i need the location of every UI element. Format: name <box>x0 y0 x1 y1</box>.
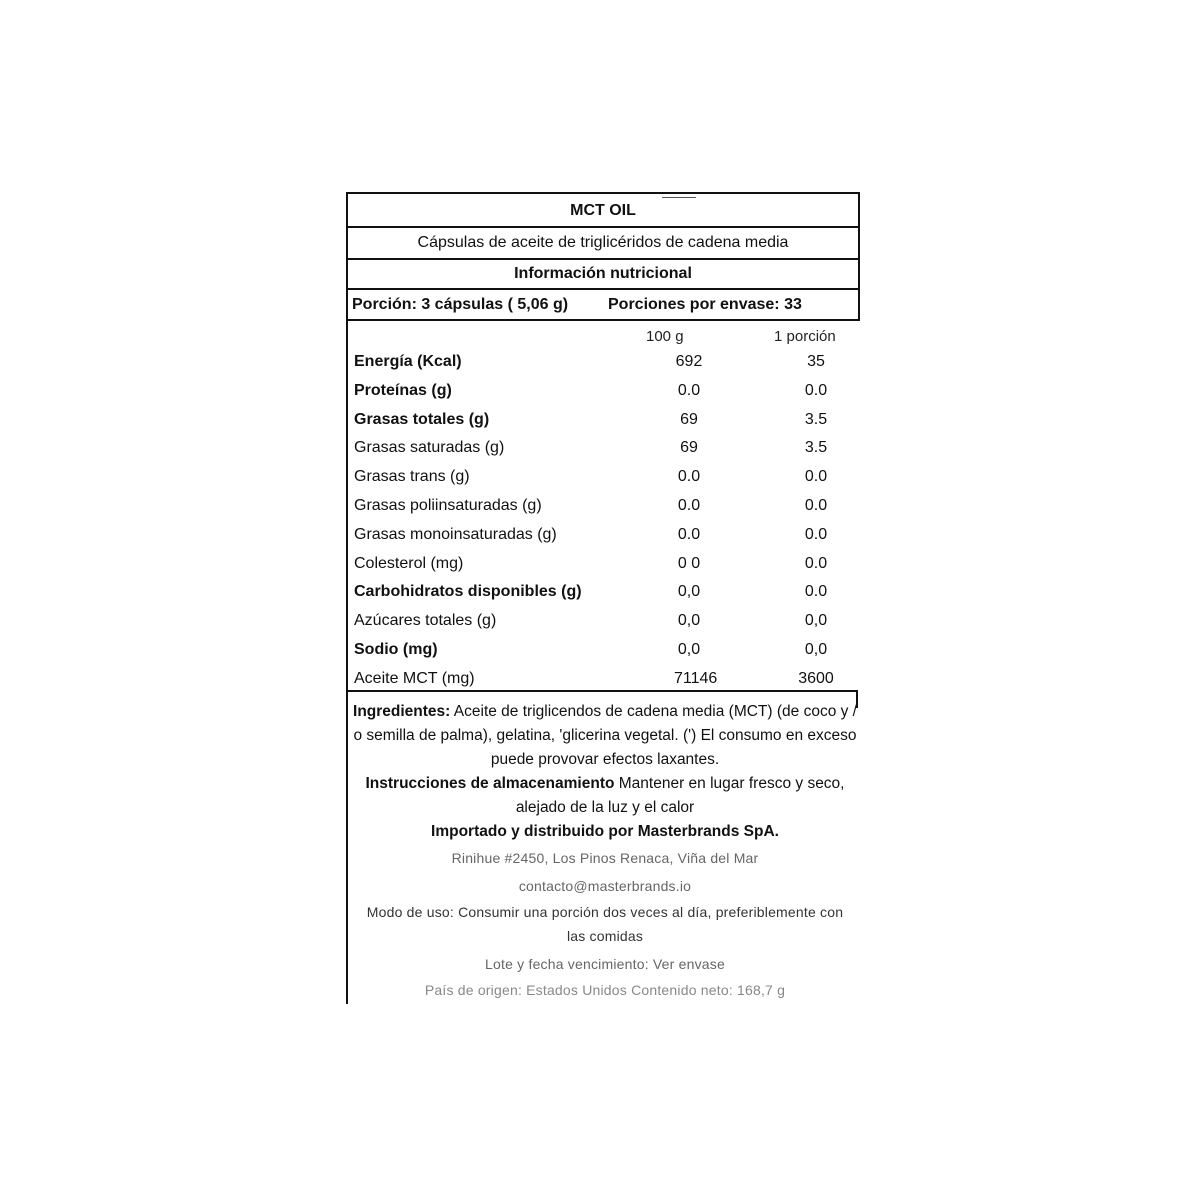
value-per-100g: 69 <box>680 410 698 428</box>
value-per-portion: 3.5 <box>804 410 828 428</box>
usage-instructions: Modo de uso: Consumir una porción dos veces al día, preferiblemente con las comidas <box>366 904 844 944</box>
column-100g: 100 g <box>646 328 684 345</box>
table-row <box>354 406 850 434</box>
ingredients <box>350 700 860 772</box>
ingredients-text: Aceite de triglicendos de cadena media (MCT) (de coco y / o semilla de palma), gelatina, 'glicerina vegetal. (') El consumo en exceso puede provovar efectos laxantes. <box>353 703 857 768</box>
value-per-100g: 0,0 <box>677 641 701 658</box>
nutrient-name: Grasas monoinsaturadas (g) <box>354 525 557 543</box>
table-row <box>354 463 850 491</box>
nutrient-name: Colesterol (mg) <box>354 554 464 572</box>
value-per-portion: 0.0 <box>804 468 828 486</box>
table-row <box>354 434 850 462</box>
nutrient-name: Carbohidratos disponibles (g) <box>354 583 582 601</box>
label-left-border <box>346 192 348 1004</box>
value-per-100g: 0,0 <box>677 612 701 630</box>
value-per-100g: 71146 <box>674 669 718 687</box>
top-border <box>346 192 860 194</box>
lot-expiry: Lote y fecha vencimiento: Ver envase <box>485 956 725 972</box>
value-per-portion: 0.0 <box>804 583 828 601</box>
value-per-100g: 0.0 <box>677 525 701 543</box>
nutrition-label <box>346 192 860 1004</box>
table-row <box>354 578 850 606</box>
product-title: MCT OIL <box>570 202 636 219</box>
value-per-100g: 692 <box>675 353 703 370</box>
table-row <box>354 636 850 664</box>
table-row <box>354 607 850 635</box>
origin-net-content: País de origen: Estados Unidos Contenido neto: 168,7 g <box>424 982 786 998</box>
product-subtitle: Cápsulas de aceite de triglicéridos de cadena media <box>417 234 789 251</box>
table-row <box>354 492 850 520</box>
storage-text: Mantener en lugar fresco y seco, alejado de la luz y el calor <box>515 775 845 816</box>
column-portion: 1 porción <box>774 328 836 345</box>
nutrient-name: Proteínas (g) <box>354 381 452 399</box>
value-per-portion: 0.0 <box>804 497 828 514</box>
value-per-100g: 0,0 <box>677 583 701 601</box>
value-per-portion: 0,0 <box>804 612 828 630</box>
value-per-portion: 0,0 <box>804 641 828 658</box>
table-row <box>354 550 850 578</box>
address: Rinihue #2450, Los Pinos Renaca, Viña del Mar <box>451 850 759 866</box>
table-row <box>354 521 850 549</box>
nutrient-name: Grasas totales (g) <box>354 410 490 428</box>
value-per-portion: 35 <box>807 353 825 370</box>
table-row <box>354 348 850 376</box>
email: contacto@masterbrands.io <box>518 878 692 894</box>
servings-per-pack: Porciones por envase: 33 <box>608 295 802 313</box>
value-per-100g: 0.0 <box>677 497 701 514</box>
nutrient-name: Grasas saturadas (g) <box>354 439 505 457</box>
ingredients-label: Ingredientes: <box>353 703 451 720</box>
serving-size: Porción: 3 cápsulas ( 5,06 g) <box>352 295 569 313</box>
nutrient-name: Energía (Kcal) <box>354 353 462 370</box>
value-per-100g: 0.0 <box>677 468 701 486</box>
value-per-portion: 3600 <box>798 669 834 687</box>
importer: Importado y distribuido por Masterbrands SpA. <box>431 823 779 840</box>
storage <box>350 772 860 820</box>
label-right-border <box>858 192 860 320</box>
nutrient-name: Azúcares totales (g) <box>354 612 497 630</box>
value-per-portion: 0.0 <box>804 525 828 543</box>
nutrient-name: Grasas poliinsaturadas (g) <box>354 497 542 514</box>
value-per-100g: 0.0 <box>677 381 701 399</box>
storage-label: Instrucciones de almacenamiento <box>365 775 615 792</box>
value-per-100g: 69 <box>680 439 698 457</box>
value-per-100g: 0 0 <box>677 554 701 572</box>
nutrient-name: Sodio (mg) <box>354 641 438 658</box>
nutrient-name: Grasas trans (g) <box>354 468 470 486</box>
table-row <box>354 377 850 405</box>
value-per-portion: 0.0 <box>804 554 828 572</box>
nutrition-heading: Información nutricional <box>514 265 692 282</box>
value-per-portion: 0.0 <box>804 381 828 399</box>
table-row <box>354 665 850 693</box>
divider-serving <box>346 319 860 321</box>
value-per-portion: 3.5 <box>804 439 828 457</box>
nutrient-name: Aceite MCT (mg) <box>354 669 475 687</box>
